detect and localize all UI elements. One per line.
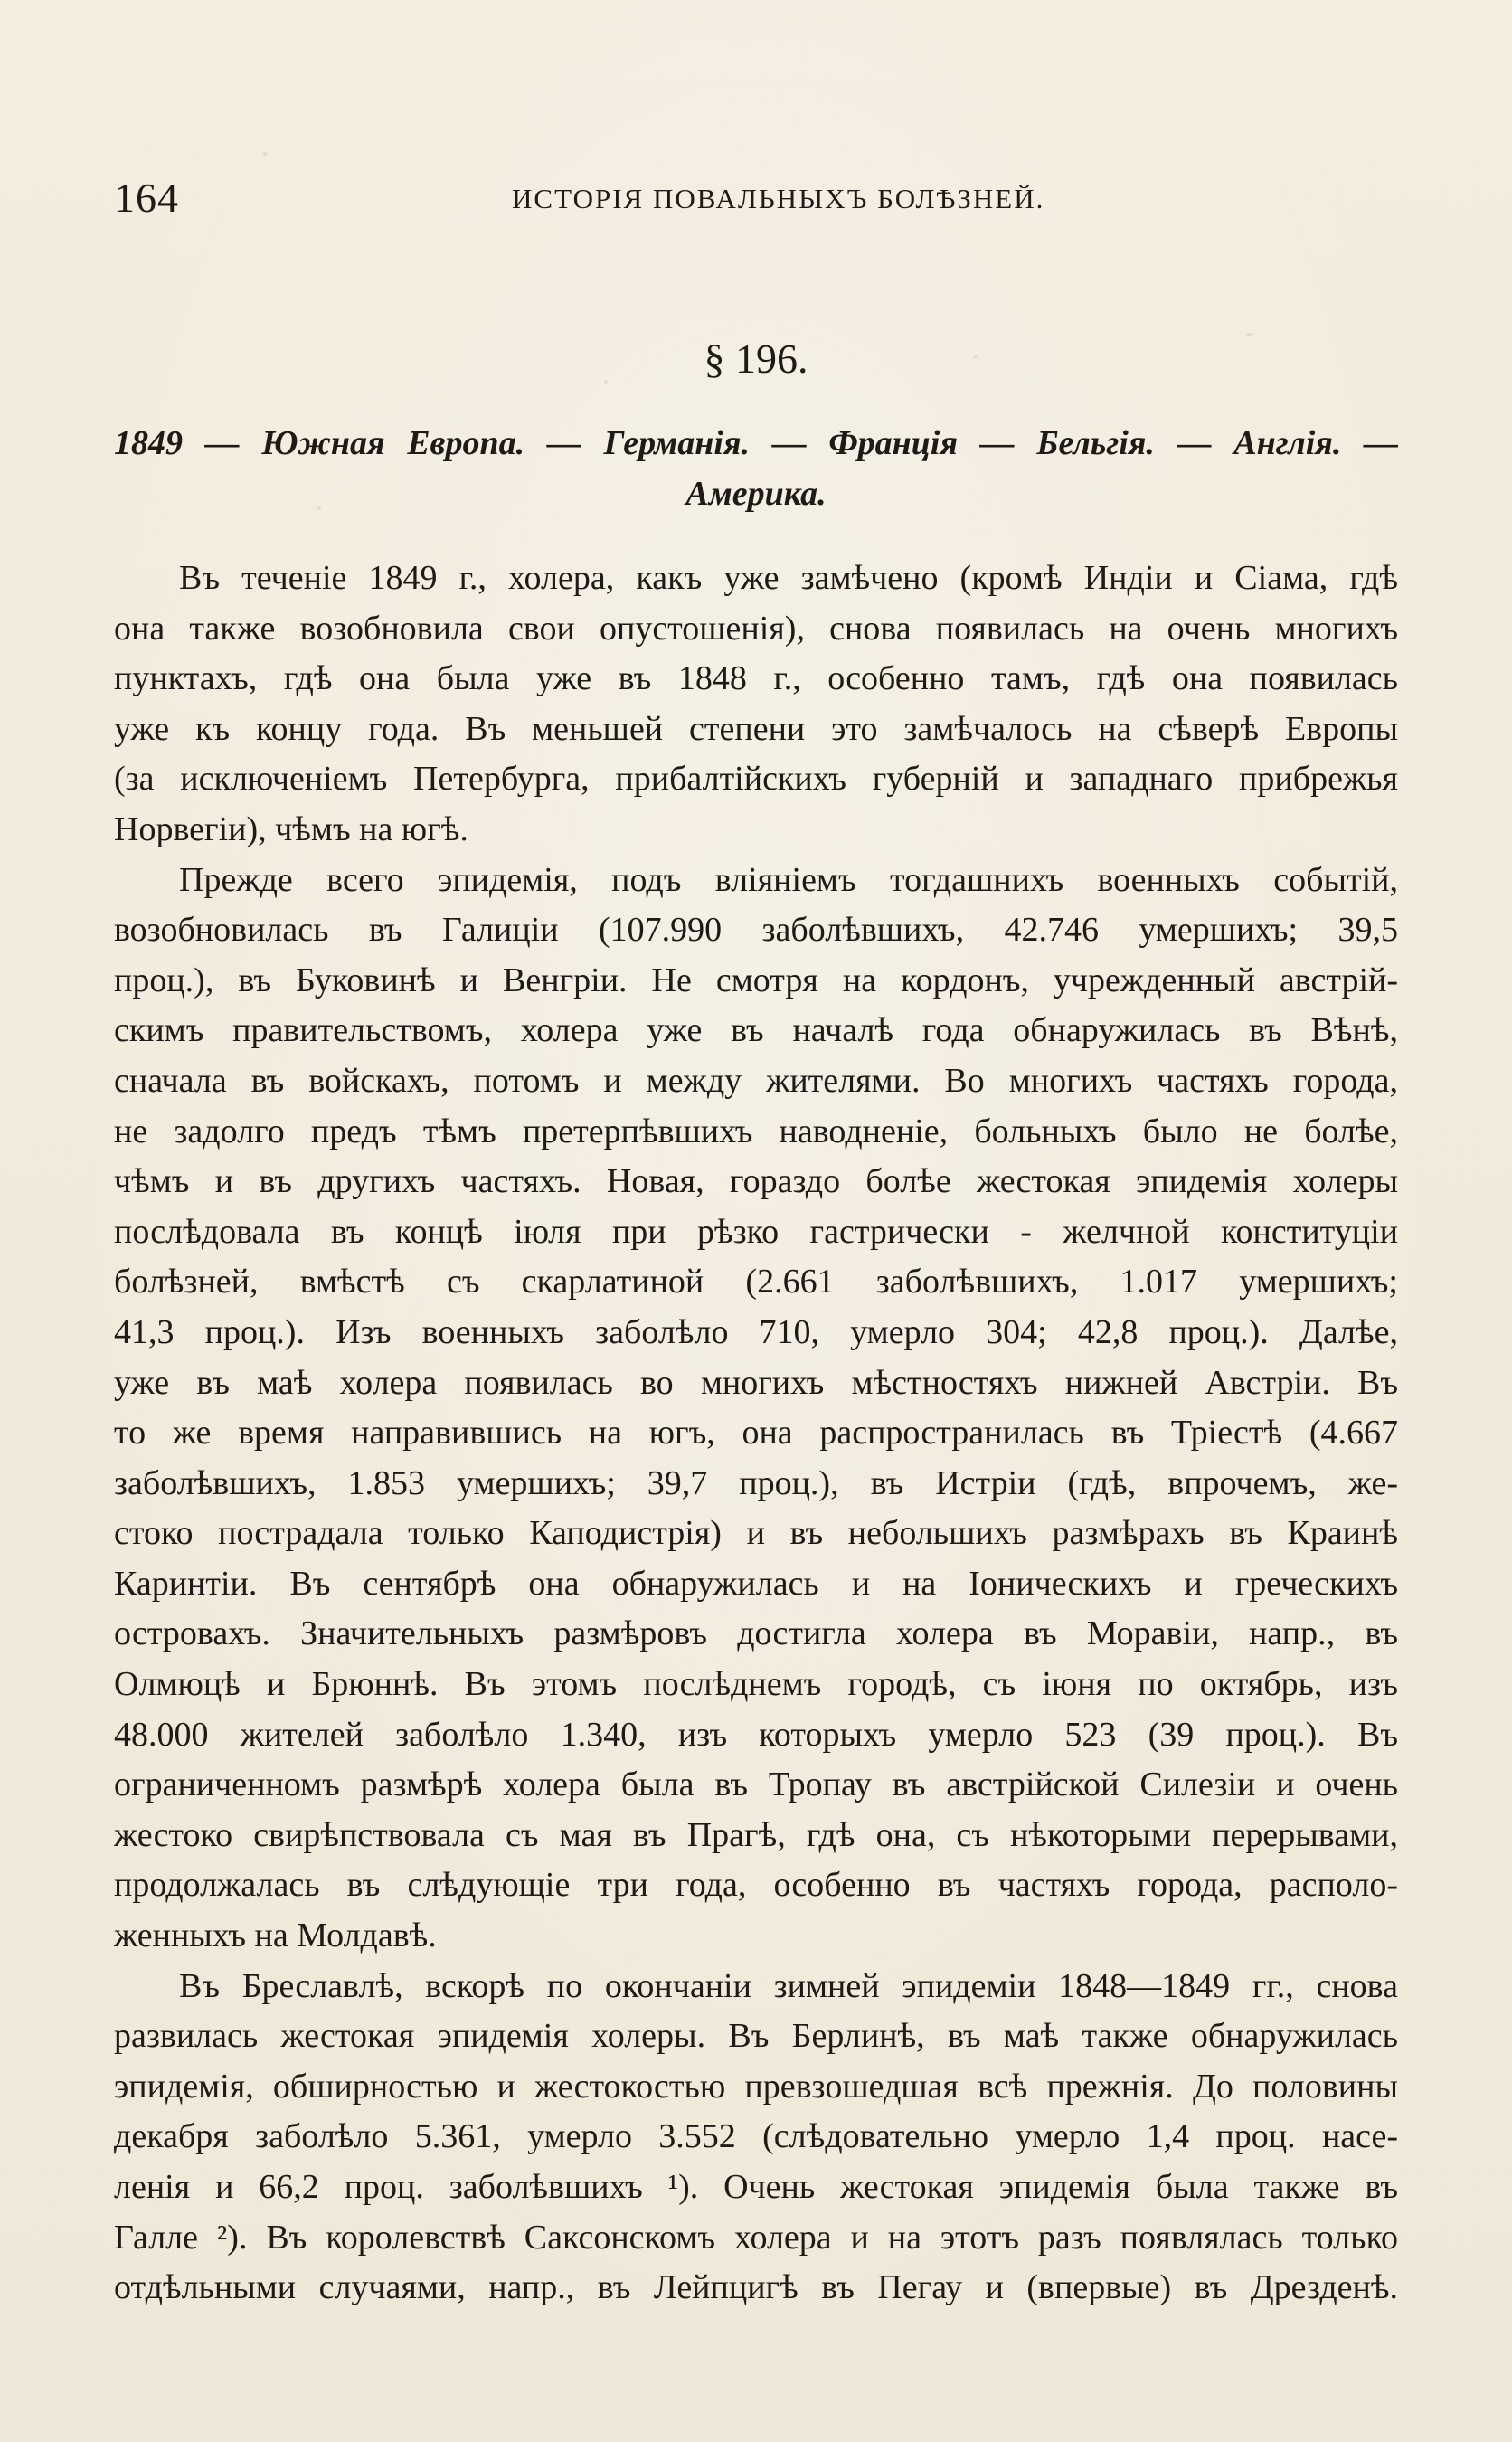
text-line: не задолго предъ тѣмъ претерпѣвшихъ наводненіе, больныхъ было не болѣе, (114, 1112, 1398, 1150)
text-line: пунктахъ, гдѣ она была уже въ 1848 г., особенно тамъ, гдѣ она появилась (114, 659, 1398, 698)
text-line: декабря заболѣло 5.361, умерло 3.552 (слѣдовательно умерло 1,4 проц. насе- (114, 2117, 1398, 2156)
running-head (114, 174, 1398, 219)
text-line: Галле ²). Въ королевствѣ Саксонскомъ холера и на этотъ разъ появлялась только (114, 2218, 1398, 2257)
text-line: Въ Бреславлѣ, вскорѣ по окончаніи зимней эпидеміи 1848—1849 гг., снова (179, 1966, 1398, 2005)
text-line: скимъ правительствомъ, холера уже въ началѣ года обнаружилась въ Вѣнѣ, (114, 1011, 1398, 1050)
text-line: возобновилась въ Галиціи (107.990 заболѣвшихъ, 42.746 умершихъ; 39,5 (114, 911, 1398, 950)
text-line: ленія и 66,2 проц. заболѣвшихъ ¹). Очень жестокая эпидемія была также въ (114, 2168, 1398, 2206)
page-number: 164 (114, 175, 179, 221)
body-text (114, 554, 1398, 2314)
text-line: проц.), въ Буковинѣ и Венгріи. Не смотря на кордонъ, учрежденный австрій- (114, 961, 1398, 999)
text-line: ограниченномъ размѣрѣ холера была въ Тропау въ австрійской Силезіи и очень (114, 1765, 1398, 1804)
section-number: § 196. (704, 336, 808, 382)
text-line: уже къ концу года. Въ меньшей степени это замѣчалось на сѣверѣ Европы (114, 709, 1398, 748)
text-line: болѣзней, вмѣстѣ съ скарлатиной (2.661 заболѣвшихъ, 1.017 умершихъ; (114, 1263, 1398, 1301)
text-line: уже въ маѣ холера появилась во многихъ мѣстностяхъ нижней Австріи. Въ (114, 1363, 1398, 1402)
paper-speck (262, 152, 268, 156)
running-title: ИСТОРІЯ ПОВАЛЬНЫХЪ БОЛѢЗНЕЙ. (512, 183, 1045, 214)
text-line: эпидемія, обширностью и жестокостью превзошедшая всѣ прежнія. До половины (114, 2067, 1398, 2106)
paper-speck (1246, 333, 1253, 336)
text-line: отдѣльными случаями, напр., въ Лейпцигѣ въ Пегау и (впервые) въ Дрезденѣ. (114, 2268, 1398, 2307)
text-line: заболѣвшихъ, 1.853 умершихъ; 39,7 проц.), въ Истріи (гдѣ, впрочемъ, же- (114, 1463, 1398, 1502)
text-line: чѣмъ и въ другихъ частяхъ. Новая, гораздо болѣе жестокая эпидемія холеры (114, 1162, 1398, 1201)
text-line: женныхъ на Молдавѣ. (114, 1917, 437, 1955)
text-line: Каринтіи. Въ сентябрѣ она обнаружилась и на Іоническихъ и греческихъ (114, 1564, 1398, 1603)
text-line: 41,3 проц.). Изъ военныхъ заболѣло 710, умерло 304; 42,8 проц.). Далѣе, (114, 1312, 1398, 1351)
text-line: развилась жестокая эпидемія холеры. Въ Берлинѣ, въ маѣ также обнаружилась (114, 2017, 1398, 2056)
paper-speck (604, 380, 608, 384)
text-line: жестоко свирѣпствовала съ мая въ Прагѣ, гдѣ она, съ нѣкоторыми перерывами, (114, 1815, 1398, 1854)
text-line: островахъ. Значительныхъ размѣровъ достигла холера въ Моравіи, напр., въ (114, 1614, 1398, 1653)
text-line: Прежде всего эпидемія, подъ вліяніемъ тогдашнихъ военныхъ событій, (179, 860, 1398, 899)
text-line: Норвегіи), чѣмъ на югѣ. (114, 809, 468, 848)
section-subheading (114, 418, 1398, 519)
text-line: 48.000 жителей заболѣло 1.340, изъ которыхъ умерло 523 (39 проц.). Въ (114, 1715, 1398, 1754)
text-line: она также возобновила свои опустошенія), снова появилась на очень многихъ (114, 609, 1398, 648)
text-line: послѣдовала въ концѣ іюля при рѣзко гастрически - желчной конституціи (114, 1212, 1398, 1251)
text-line: продолжалась въ слѣдующіе три года, особенно въ частяхъ города, располо- (114, 1866, 1398, 1905)
text-line: стоко пострадала только Каподистрія) и въ небольшихъ размѣрахъ въ Краинѣ (114, 1514, 1398, 1553)
subheading-line: 1849 — Южная Европа. — Германія. — Франція — Бельгія. — Англія. — (114, 424, 1398, 462)
text-line: Олмюцѣ и Брюннѣ. Въ этомъ послѣднемъ городѣ, съ іюня по октябрь, изъ (114, 1665, 1398, 1704)
text-line: Въ теченіе 1849 г., холера, какъ уже замѣчено (кромѣ Индіи и Сіама, гдѣ (179, 559, 1398, 597)
text-line: (за исключеніемъ Петербурга, прибалтійскихъ губерній и западнаго прибрежья (114, 760, 1398, 799)
text-line: сначала въ войскахъ, потомъ и между жителями. Во многихъ частяхъ города, (114, 1061, 1398, 1100)
text-line: то же время направившись на югъ, она распространилась въ Тріестѣ (4.667 (114, 1414, 1398, 1453)
paper-speck (317, 506, 321, 510)
subheading-line: Америка. (685, 475, 827, 513)
paper-speck (973, 355, 978, 359)
